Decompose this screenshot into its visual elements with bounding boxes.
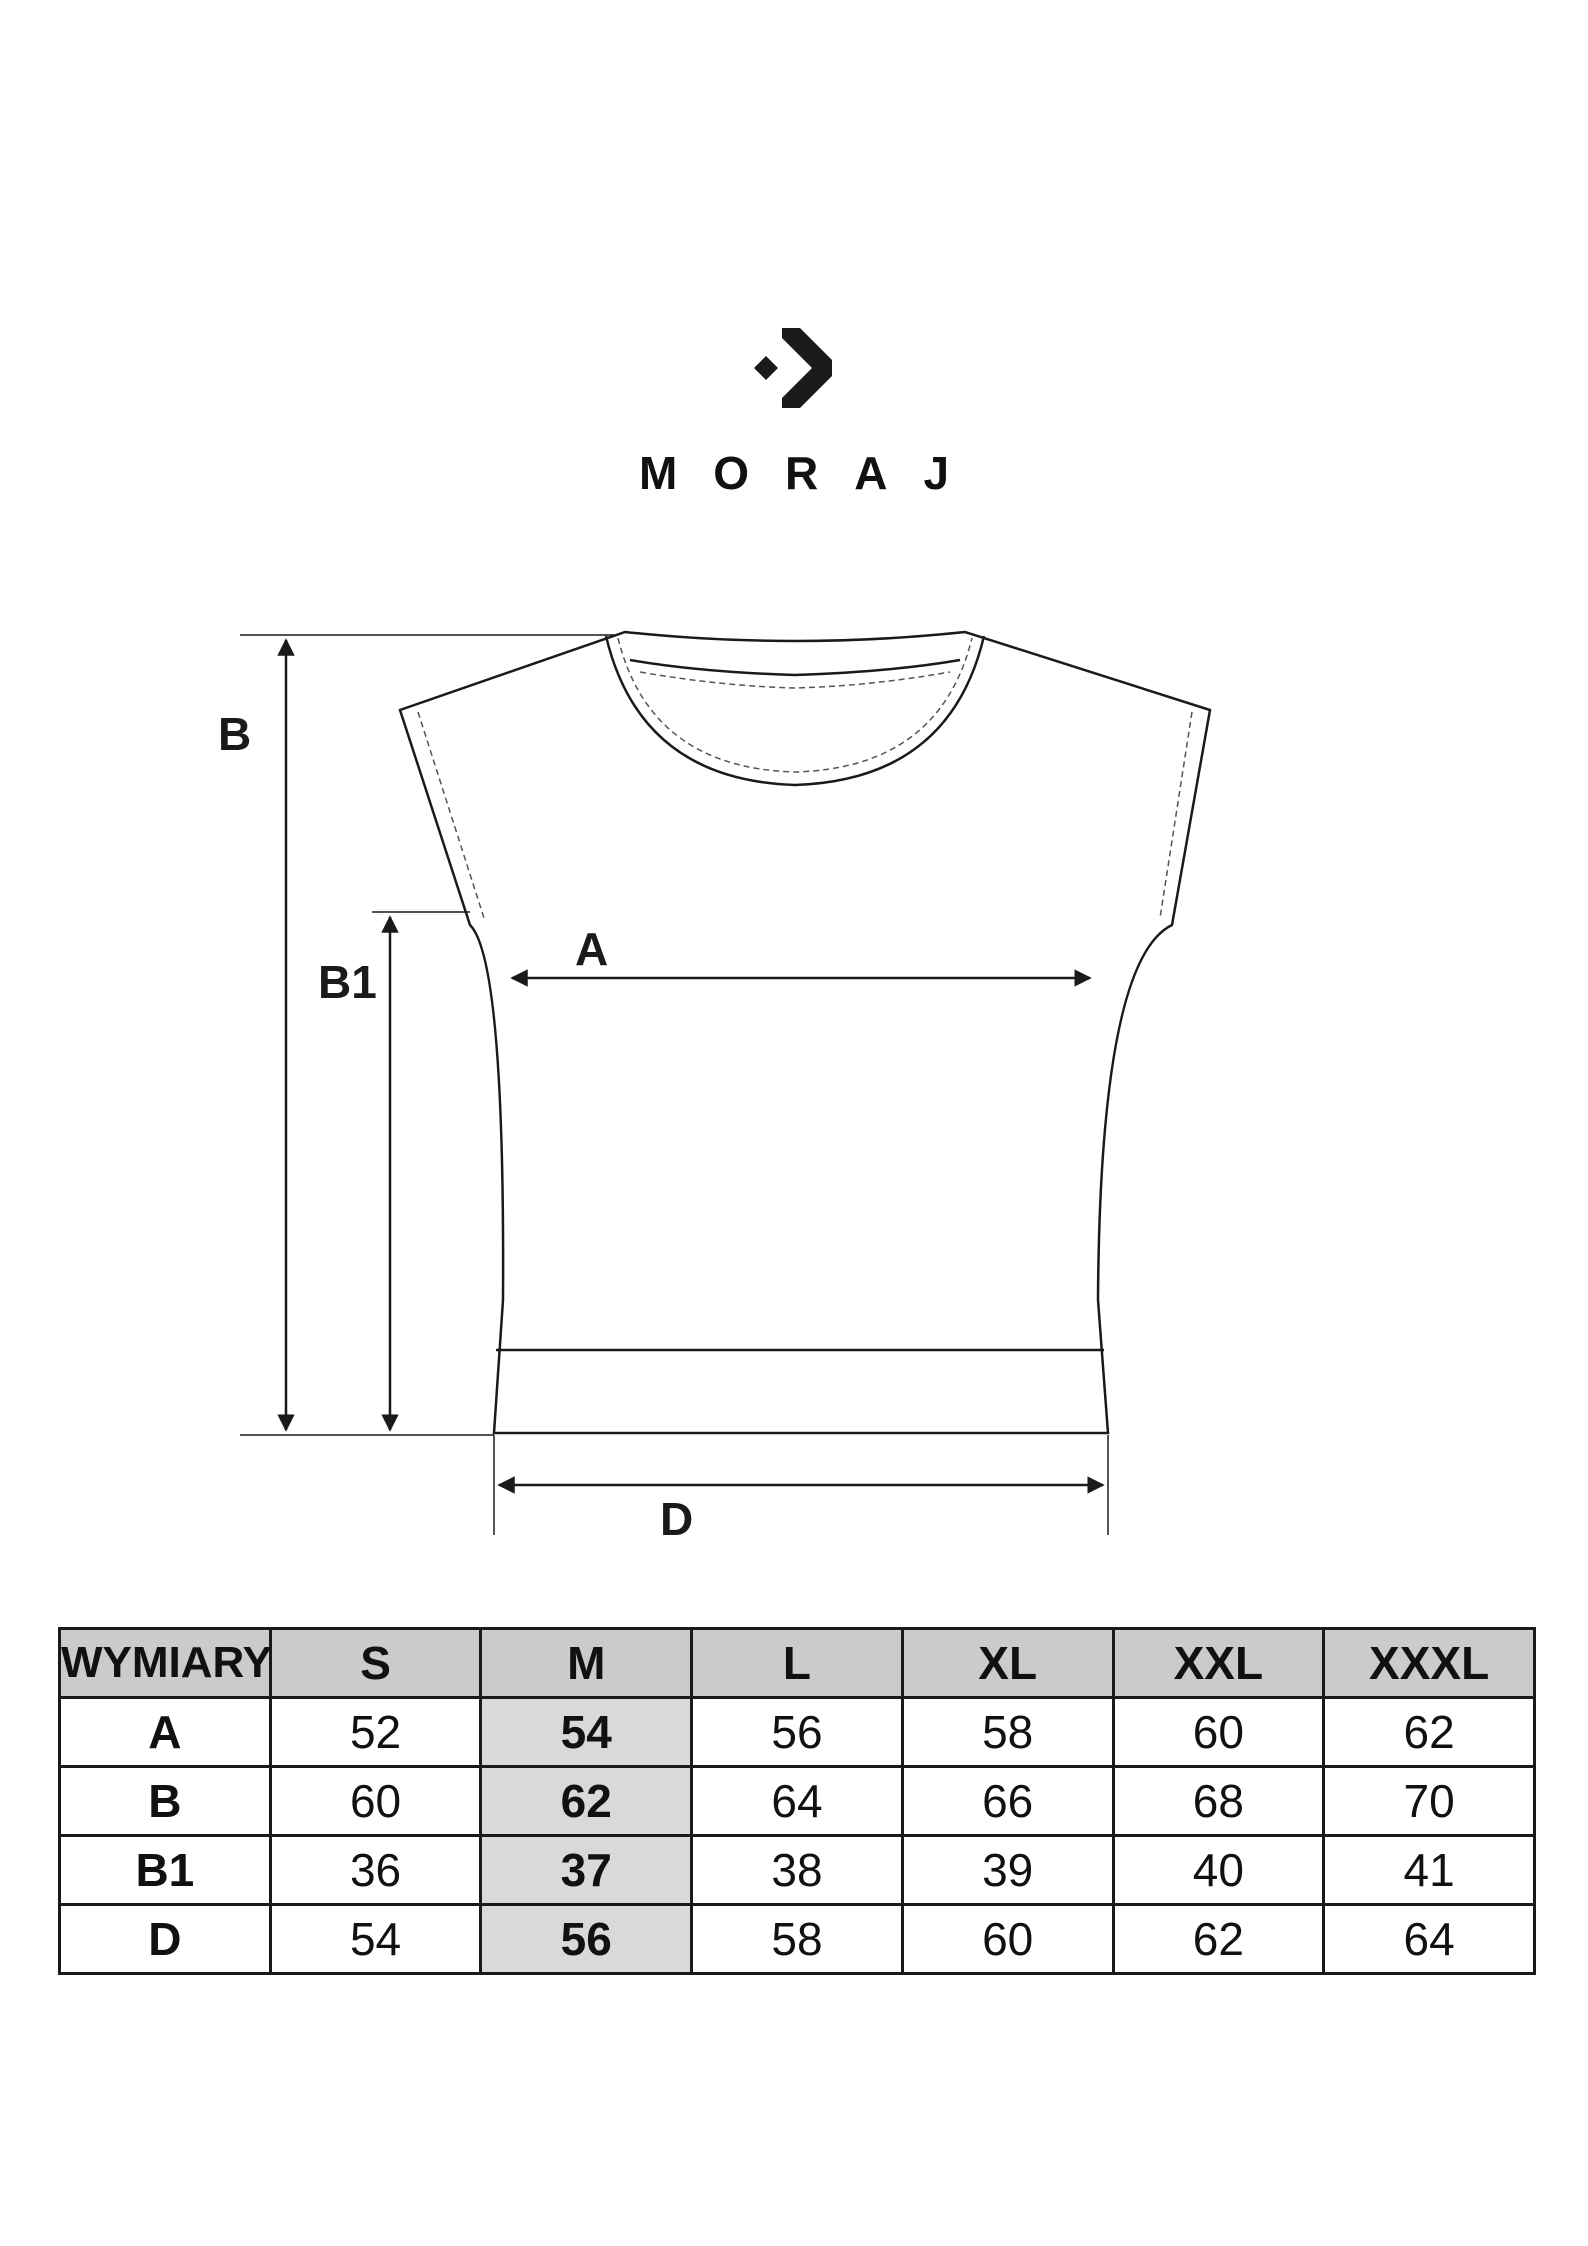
table-cell: 56 bbox=[692, 1698, 903, 1767]
table-cell: 52 bbox=[270, 1698, 481, 1767]
size-header: S bbox=[270, 1629, 481, 1698]
label-d: D bbox=[660, 1493, 694, 1545]
extension-lines bbox=[240, 635, 1108, 1535]
table-cell: 40 bbox=[1113, 1836, 1324, 1905]
size-table bbox=[58, 1627, 1536, 1975]
size-header: XL bbox=[902, 1629, 1113, 1698]
table-cell: 62 bbox=[1324, 1698, 1535, 1767]
table-cell: 60 bbox=[902, 1905, 1113, 1974]
table-row bbox=[60, 1836, 1535, 1905]
row-label: B bbox=[60, 1767, 271, 1836]
row-label: D bbox=[60, 1905, 271, 1974]
label-b1: B1 bbox=[318, 956, 377, 1008]
label-a: A bbox=[575, 923, 609, 975]
table-cell: 41 bbox=[1324, 1836, 1535, 1905]
header-label: WYMIARY bbox=[60, 1629, 271, 1698]
table-cell-highlighted: 62 bbox=[481, 1767, 692, 1836]
table-cell-highlighted: 54 bbox=[481, 1698, 692, 1767]
size-header: XXL bbox=[1113, 1629, 1324, 1698]
table-cell: 66 bbox=[902, 1767, 1113, 1836]
table-cell: 60 bbox=[1113, 1698, 1324, 1767]
table-cell: 62 bbox=[1113, 1905, 1324, 1974]
table-cell: 54 bbox=[270, 1905, 481, 1974]
table-cell: 60 bbox=[270, 1767, 481, 1836]
table-row bbox=[60, 1698, 1535, 1767]
table-cell-highlighted: 37 bbox=[481, 1836, 692, 1905]
brand-name: MORAJ bbox=[638, 447, 986, 499]
table-cell-highlighted: 56 bbox=[481, 1905, 692, 1974]
table-cell: 64 bbox=[692, 1767, 903, 1836]
table-cell: 68 bbox=[1113, 1767, 1324, 1836]
tshirt-outline bbox=[400, 632, 1210, 1433]
table-row bbox=[60, 1905, 1535, 1974]
stitch-lines bbox=[418, 638, 1192, 918]
table-cell: 64 bbox=[1324, 1905, 1535, 1974]
row-label: B1 bbox=[60, 1836, 271, 1905]
size-header: XXXL bbox=[1324, 1629, 1535, 1698]
size-header: M bbox=[481, 1629, 692, 1698]
size-header: L bbox=[692, 1629, 903, 1698]
table-row bbox=[60, 1767, 1535, 1836]
table-cell: 39 bbox=[902, 1836, 1113, 1905]
table-cell: 38 bbox=[692, 1836, 903, 1905]
label-b: B bbox=[218, 708, 252, 760]
table-cell: 58 bbox=[692, 1905, 903, 1974]
size-table-header bbox=[60, 1629, 1535, 1698]
table-cell: 58 bbox=[902, 1698, 1113, 1767]
table-cell: 36 bbox=[270, 1836, 481, 1905]
row-label: A bbox=[60, 1698, 271, 1767]
table-cell: 70 bbox=[1324, 1767, 1535, 1836]
